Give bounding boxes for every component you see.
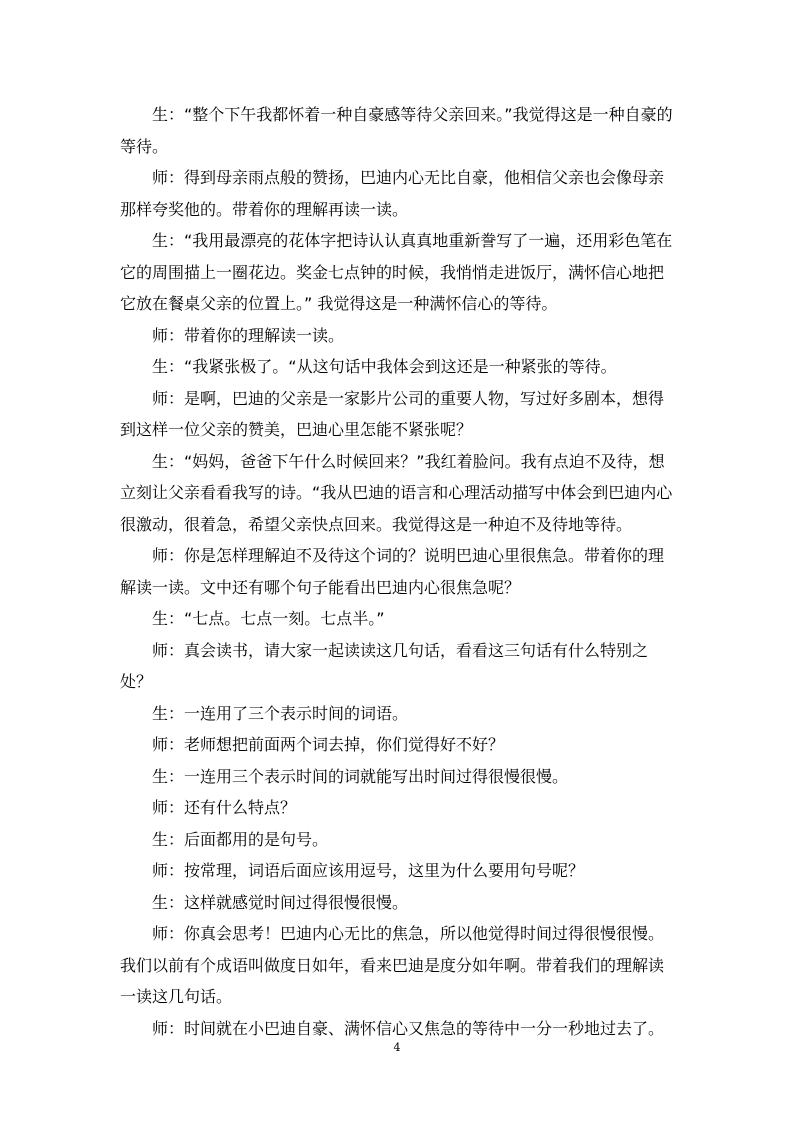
- paragraph: 生：这样就感觉时间过得很慢很慢。: [152, 892, 409, 912]
- paragraph: 生：“我紧张极了。“从这句话中我体会到这还是一种紧张的等待。: [152, 357, 617, 376]
- paragraph: 生：“七点。七点一刻。七点半。”: [152, 609, 385, 628]
- lesson-transcript: [120, 99, 675, 1044]
- page-number: 4: [393, 1041, 401, 1054]
- paragraph: 师：真会读书，请大家一起读读这几句话，看看这三句话有什么特别之处？: [120, 640, 649, 691]
- paragraph: 师：还有什么特点？: [152, 798, 297, 817]
- paragraph: 师：带着你的理解读一读。: [152, 325, 345, 345]
- paragraph: 师：是啊，巴迪的父亲是一家影片公司的重要人物，写过好多剧本，想得到这样一位父亲的赞美，巴迪心里怎能不紧张呢？: [120, 388, 665, 439]
- paragraph: 生：一连用三个表示时间的词就能写出时间过得很慢很慢。: [152, 766, 569, 786]
- paragraph: 生：“妈妈，爸爸下午什么时候回来？”我红着脸问。我有点迫不及待，想立刻让父亲看看我写的诗。“我从巴迪的语言和心理活动描写中体会到巴迪内心很激动，很着急，希望父亲快点回来。我觉得这是一种迫不及待地等待。: [120, 451, 673, 534]
- paragraph: 生：“我用最漂亮的花体字把诗认认真真地重新誊写了一遍，还用彩色笔在它的周围描上一圈花边。奖金七点钟的时候，我悄悄走进饭厅，满怀信心地把它放在餐桌父亲的位置上。” 我觉得这是一种满怀信心的等待。: [120, 231, 673, 313]
- paragraph: 生：一连用了三个表示时间的词语。: [152, 703, 409, 723]
- paragraph: 师：得到母亲雨点般的赞扬，巴迪内心无比自豪，他相信父亲也会像母亲那样夸奖他的。带着你的理解再读一读。: [120, 168, 665, 219]
- paragraph: 生：“整个下午我都怀着一种自豪感等待父亲回来。”我觉得这是一种自豪的等待。: [120, 105, 673, 156]
- paragraph: 师：老师想把前面两个词去掉，你们觉得好不好？: [152, 735, 505, 754]
- paragraph: 师：时间就在小巴迪自豪、满怀信心又焦急的等待中一分一秒地过去了。: [152, 1018, 665, 1038]
- paragraph: 生：后面都用的是句号。: [152, 829, 329, 849]
- paragraph: 师：按常理，词语后面应该用逗号，这里为什么要用句号呢？: [152, 861, 585, 880]
- paragraph: 师：你是怎样理解迫不及待这个词的？说明巴迪心里很焦急。带着你的理解读一读。文中还有哪个句子能看出巴迪内心很焦急呢？: [120, 546, 665, 597]
- paragraph: 师：你真会思考！巴迪内心无比的焦急，所以他觉得时间过得很慢很慢。我们以前有个成语叫做度日如年，看来巴迪是度分如年啊。带着我们的理解读一读这几句话。: [120, 924, 665, 1006]
